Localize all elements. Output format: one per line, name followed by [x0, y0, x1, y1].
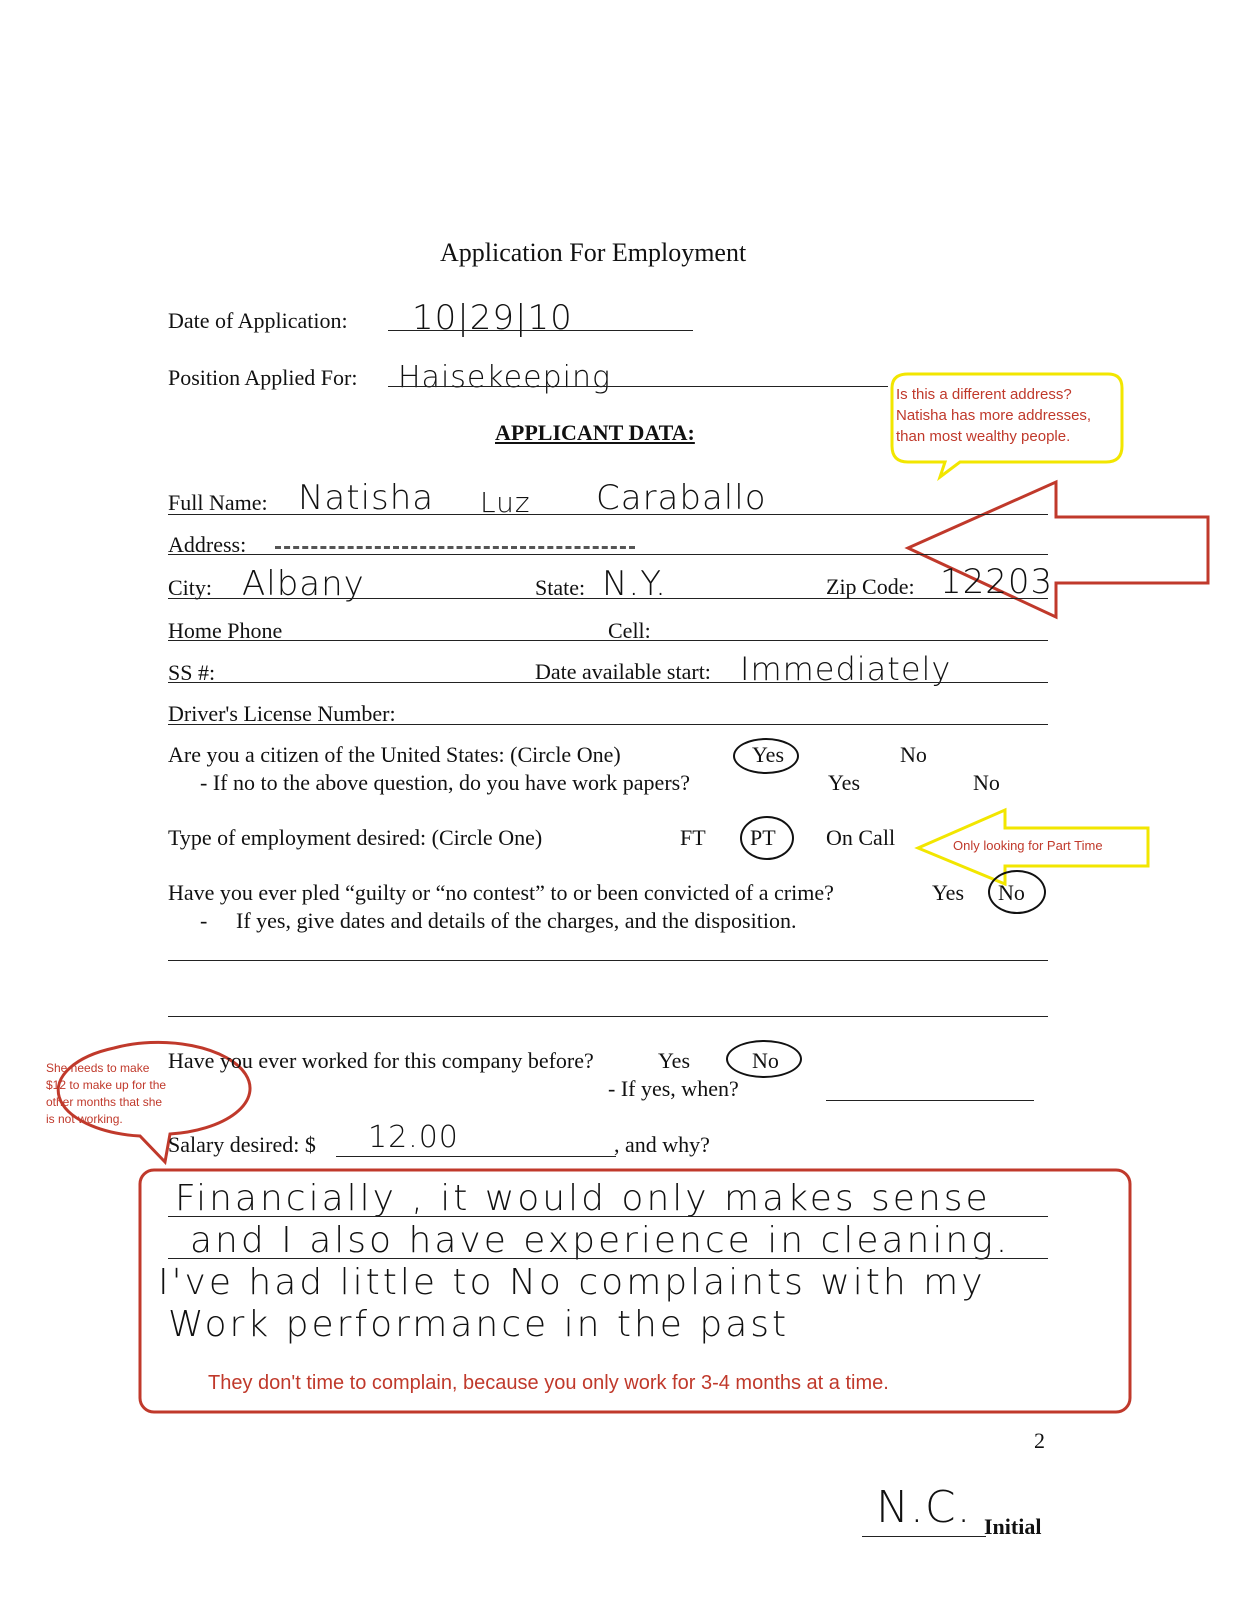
- citizen-no-option[interactable]: No: [900, 742, 927, 767]
- state-value[interactable]: N.Y.: [602, 564, 667, 604]
- employment-oncall-option[interactable]: On Call: [826, 825, 896, 850]
- address-callout-text: [896, 384, 1091, 447]
- salary-callout-text: [46, 1060, 166, 1128]
- employment-ft-option[interactable]: FT: [680, 825, 706, 850]
- address-redacted: [275, 546, 635, 557]
- address-callout-line-3: than most wealthy people.: [896, 428, 1071, 445]
- salary-line: [336, 1156, 616, 1157]
- citizen-yes-option[interactable]: Yes: [752, 742, 785, 767]
- home-phone-label: Home Phone: [168, 618, 283, 643]
- full-name-label: Full Name:: [168, 490, 268, 515]
- answer-line-2[interactable]: and I also have experience in cleaning.: [190, 1220, 1011, 1261]
- crime-line-1: [168, 960, 1048, 961]
- work-papers-no-option[interactable]: No: [973, 770, 1000, 795]
- state-label: State:: [535, 575, 586, 600]
- position-label: Position Applied For:: [168, 365, 358, 390]
- date-line: [388, 330, 693, 331]
- date-label: Date of Application:: [168, 308, 348, 333]
- first-name-value[interactable]: Natisha: [298, 478, 435, 518]
- ss-line: [168, 682, 1048, 683]
- worked-before-question: Have you ever worked for this company before?: [168, 1048, 594, 1073]
- phone-line: [168, 640, 1048, 641]
- salary-value[interactable]: 12.00: [368, 1120, 459, 1155]
- city-value[interactable]: Albany: [242, 564, 365, 604]
- position-value[interactable]: Haisekeeping: [398, 360, 611, 395]
- answer-rule-2: [168, 1258, 1048, 1259]
- salary-callout-line-3: other months that she: [46, 1095, 163, 1109]
- zip-value[interactable]: 12203: [940, 562, 1054, 602]
- answer-line-1[interactable]: Financially , it would only makes sense: [175, 1178, 991, 1219]
- crime-details: If yes, give dates and details of the charges, and the disposition.: [236, 908, 797, 933]
- address-label: Address:: [168, 532, 247, 557]
- work-papers-yes-option[interactable]: Yes: [828, 770, 861, 795]
- crime-question: Have you ever pled “guilty or “no contest” to or been convicted of a crime?: [168, 880, 834, 905]
- salary-callout-line-4: is not working.: [46, 1112, 123, 1126]
- crime-dash: -: [200, 908, 208, 933]
- date-value[interactable]: 10|29|10: [412, 298, 573, 338]
- part-time-callout-text: Only looking for Part Time: [953, 838, 1103, 853]
- salary-callout-line-2: $12 to make up for the: [46, 1078, 167, 1092]
- worked-when-line: [826, 1100, 1034, 1101]
- answer-line-3[interactable]: I've had little to No complaints with my: [158, 1262, 986, 1303]
- page-number: 2: [1034, 1428, 1045, 1453]
- worked-when-label: - If yes, when?: [608, 1076, 739, 1101]
- salary-why: , and why?: [614, 1132, 710, 1157]
- work-papers-question: - If no to the above question, do you have work papers?: [200, 770, 690, 795]
- city-line: [168, 598, 1048, 599]
- initials-value[interactable]: N.C.: [876, 1482, 972, 1533]
- employment-type-question: Type of employment desired: (Circle One): [168, 825, 543, 850]
- address-callout-line-1: Is this a different address?: [896, 386, 1072, 403]
- middle-name-value[interactable]: Luz: [480, 486, 531, 519]
- initial-label: Initial: [984, 1514, 1042, 1539]
- answer-rule-1: [168, 1216, 1048, 1217]
- complaints-callout-text: They don't time to complain, because you only work for 3-4 months at a time.: [208, 1372, 889, 1394]
- license-label: Driver's License Number:: [168, 701, 396, 726]
- form-title: Application For Employment: [440, 238, 747, 267]
- crime-line-2: [168, 1016, 1048, 1017]
- position-line: [388, 386, 888, 387]
- address-callout-line-2: Natisha has more addresses,: [896, 407, 1092, 424]
- date-available-value[interactable]: Immediately: [740, 650, 952, 688]
- section-heading: APPLICANT DATA:: [495, 420, 695, 445]
- city-label: City:: [168, 575, 213, 600]
- salary-callout-line-1: She needs to make: [46, 1061, 150, 1075]
- worked-no-option[interactable]: No: [752, 1048, 779, 1073]
- crime-no-option[interactable]: No: [998, 880, 1025, 905]
- citizen-question: Are you a citizen of the United States: (Circle One): [168, 742, 621, 767]
- answer-line-4[interactable]: Work performance in the past: [168, 1304, 790, 1345]
- address-line: [168, 554, 1048, 555]
- initials-line: [862, 1536, 986, 1537]
- employment-pt-option[interactable]: PT: [750, 825, 776, 850]
- ss-label: SS #:: [168, 660, 216, 685]
- last-name-value[interactable]: Caraballo: [596, 478, 767, 518]
- crime-yes-option[interactable]: Yes: [932, 880, 965, 905]
- zip-label: Zip Code:: [826, 574, 915, 599]
- license-line: [168, 724, 1048, 725]
- full-name-line: [168, 514, 1048, 515]
- salary-label: Salary desired: $: [168, 1132, 316, 1157]
- date-available-label: Date available start:: [535, 659, 711, 684]
- worked-yes-option[interactable]: Yes: [658, 1048, 691, 1073]
- cell-label: Cell:: [608, 618, 651, 643]
